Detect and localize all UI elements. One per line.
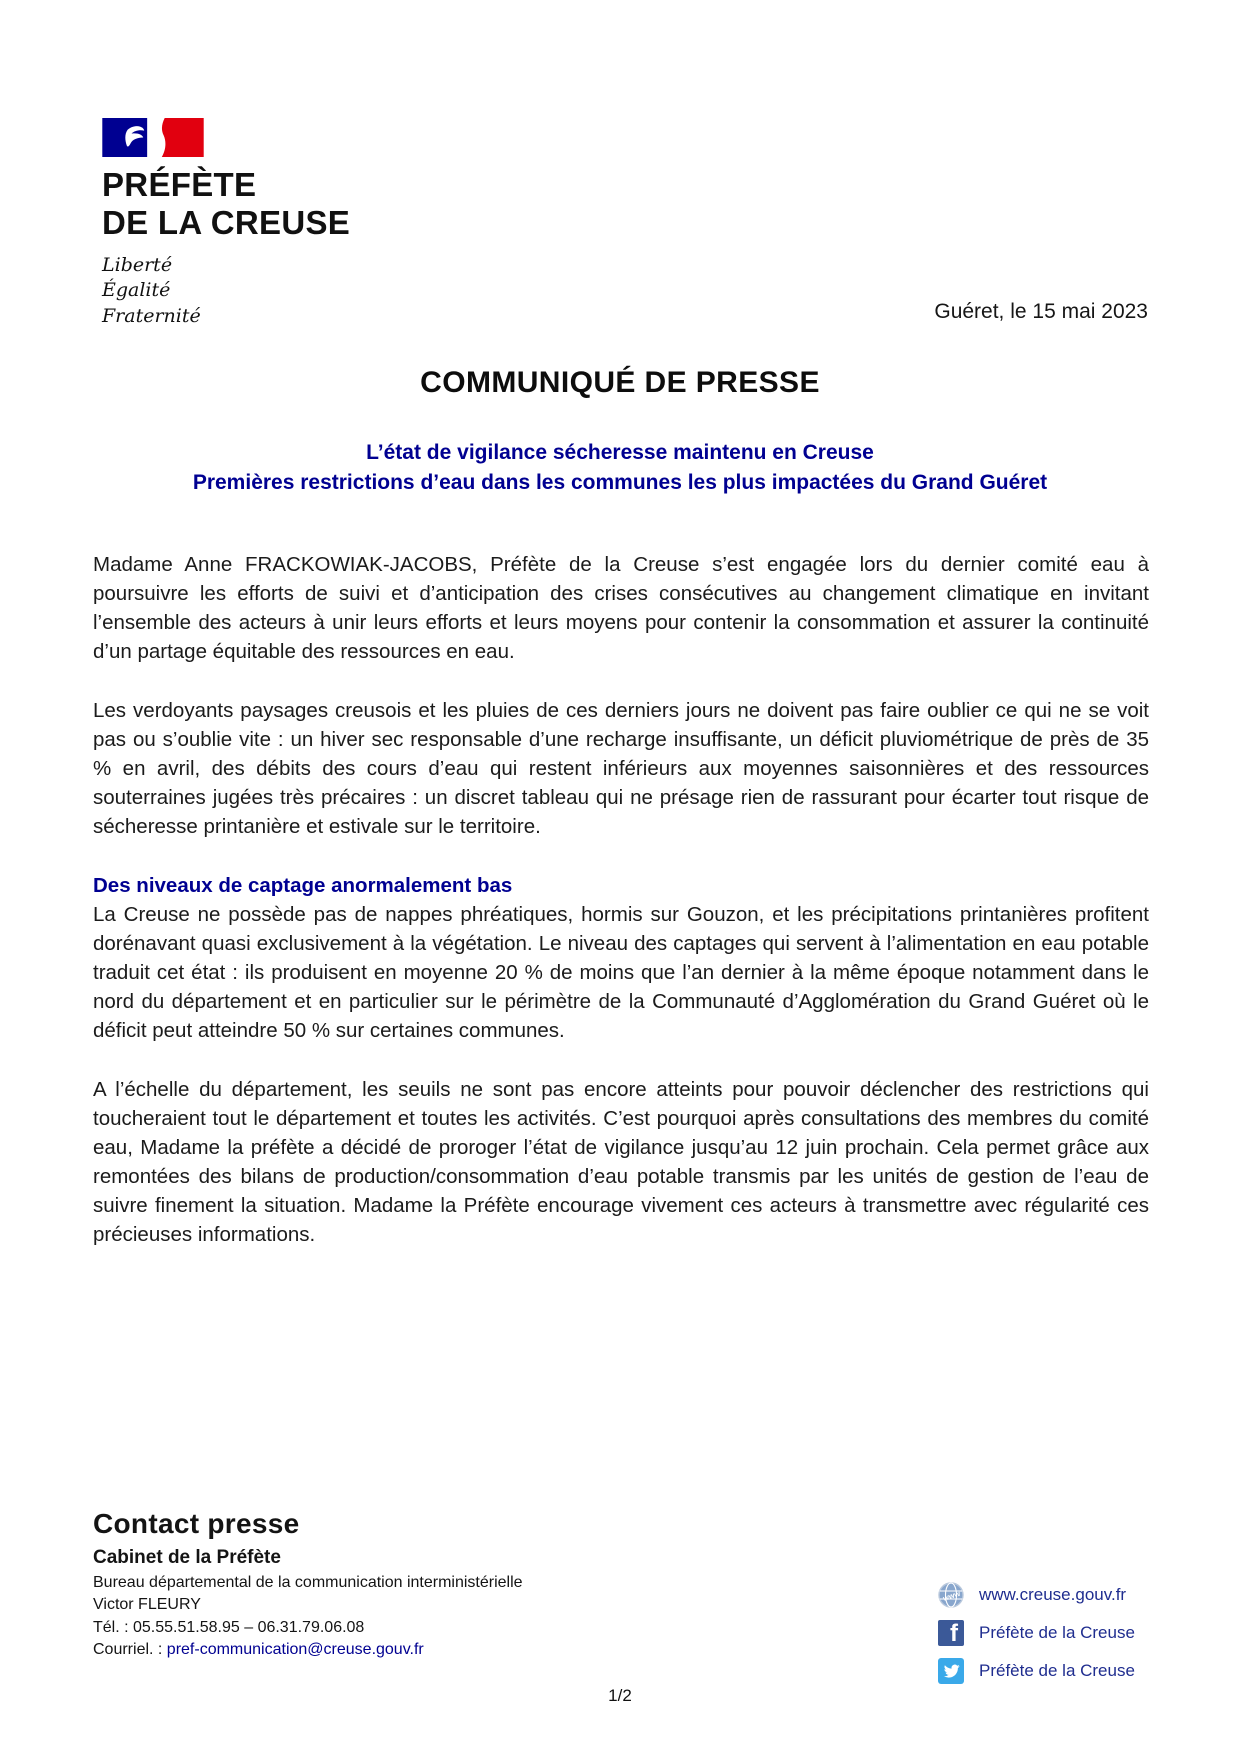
motto-liberte: Liberté [102, 254, 173, 277]
subtitle-line-2: Premières restrictions d’eau dans les communes les plus impactées du Grand Guéret [192, 471, 1048, 495]
motto-egalite: Égalité [102, 279, 171, 302]
twitter-link-row[interactable] [938, 1658, 1135, 1684]
contact-name: Victor FLEURY [93, 1596, 201, 1613]
contact-subheading: Cabinet de la Préfète [93, 1547, 281, 1568]
website-link-row[interactable] [938, 1582, 1135, 1608]
facebook-icon: f [938, 1620, 964, 1646]
ministry-line-2: DE LA CREUSE [102, 203, 351, 241]
document-title: COMMUNIQUÉ DE PRESSE [420, 366, 820, 399]
subtitle-line-1: L’état de vigilance sécheresse maintenu en Creuse [366, 441, 874, 464]
paragraph-3: La Creuse ne possède pas de nappes phréatiques, hormis sur Gouzon, et les précipitations printanières profitent dorénavant quasi exclusivement à la végétation. Le niveau des captages qui servent à l’alimentation en eau potable traduit cet état : ils produisent en moyenne 20 % de moins que l’an dernier à la même époque notamment dans le nord du département et en particulier sur le périmètre de la Communauté d’Agglomération du Grand Guéret où le déficit peut atteindre 50 % sur certaines communes. [93, 903, 1149, 1042]
motto-fraternite: Fraternité [102, 304, 201, 327]
website-url: www.creuse.gouv.fr [979, 1585, 1127, 1604]
contact-phone: Tél. : 05.55.51.58.95 – 06.31.79.06.08 [93, 1618, 365, 1636]
svg-text:www: www [941, 1588, 962, 1603]
facebook-account: Préfète de la Creuse [979, 1623, 1135, 1642]
prefecture-logo [102, 118, 350, 329]
contact-heading: Contact presse [93, 1508, 300, 1539]
section-heading: Des niveaux de captage anormalement bas [93, 874, 513, 897]
body-copy [93, 550, 1149, 1279]
contact-bureau: Bureau départemental de la communication interministérielle [93, 1573, 523, 1591]
subtitle [0, 438, 1240, 499]
contact-email-line [93, 1641, 523, 1659]
twitter-account: Préfète de la Creuse [979, 1661, 1135, 1680]
press-contact-block [93, 1508, 523, 1659]
twitter-icon [938, 1658, 964, 1684]
dateline: Guéret, le 15 mai 2023 [934, 300, 1148, 323]
ministry-name [102, 166, 350, 241]
french-flag-icon [102, 118, 204, 157]
email-label: Courriel. : [93, 1641, 167, 1658]
globe-icon [938, 1582, 964, 1608]
page-number: 1/2 [608, 1686, 632, 1705]
ministry-line-1: PRÉFÈTE [102, 166, 257, 203]
facebook-link-row[interactable] [938, 1620, 1135, 1646]
paragraph-1: Madame Anne FRACKOWIAK-JACOBS, Préfète de la Creuse s’est engagée lors du dernier comité eau à poursuivre les efforts de suivi et d’anticipation des crises consécutives au changement climatique en invitant l’ensemble des acteurs à unir leurs efforts et leurs moyens pour contenir la consommation et assurer la continuité d’un partage équitable des ressources en eau. [93, 553, 1149, 663]
email-link[interactable]: pref-communication@creuse.gouv.fr [166, 1641, 424, 1658]
paragraph-2: Les verdoyants paysages creusois et les pluies de ces derniers jours ne doivent pas faire oublier ce qui ne se voit pas ou s’oublie vite : un hiver sec responsable d’une recharge insuffisante, un déficit pluviométrique de près de 35 % en avril, des débits des cours d’eau qui restent inférieurs aux moyennes saisonnières et des ressources souterraines jugées très précaires : un discret tableau qui ne présage rien de rassurant pour écarter tout risque de sécheresse printanière et estivale sur le territoire. [93, 699, 1149, 838]
social-links [938, 1582, 1135, 1696]
paragraph-4: A l’échelle du département, les seuils ne sont pas encore atteints pour pouvoir déclencher des restrictions qui toucheraient tout le département et toutes les activités. C’est pourquoi après consultations des membres du comité eau, Madame la préfète a décidé de proroger l’état de vigilance jusqu’au 12 juin prochain. Cela permet grâce aux remontées des bilans de production/consommation d’eau potable transmis par les unités de gestion de l’eau de suivre finement la situation. Madame la Préfète encourage vivement ces acteurs à transmettre avec régularité ces précieuses informations. [93, 1078, 1149, 1246]
republic-motto [102, 253, 350, 329]
